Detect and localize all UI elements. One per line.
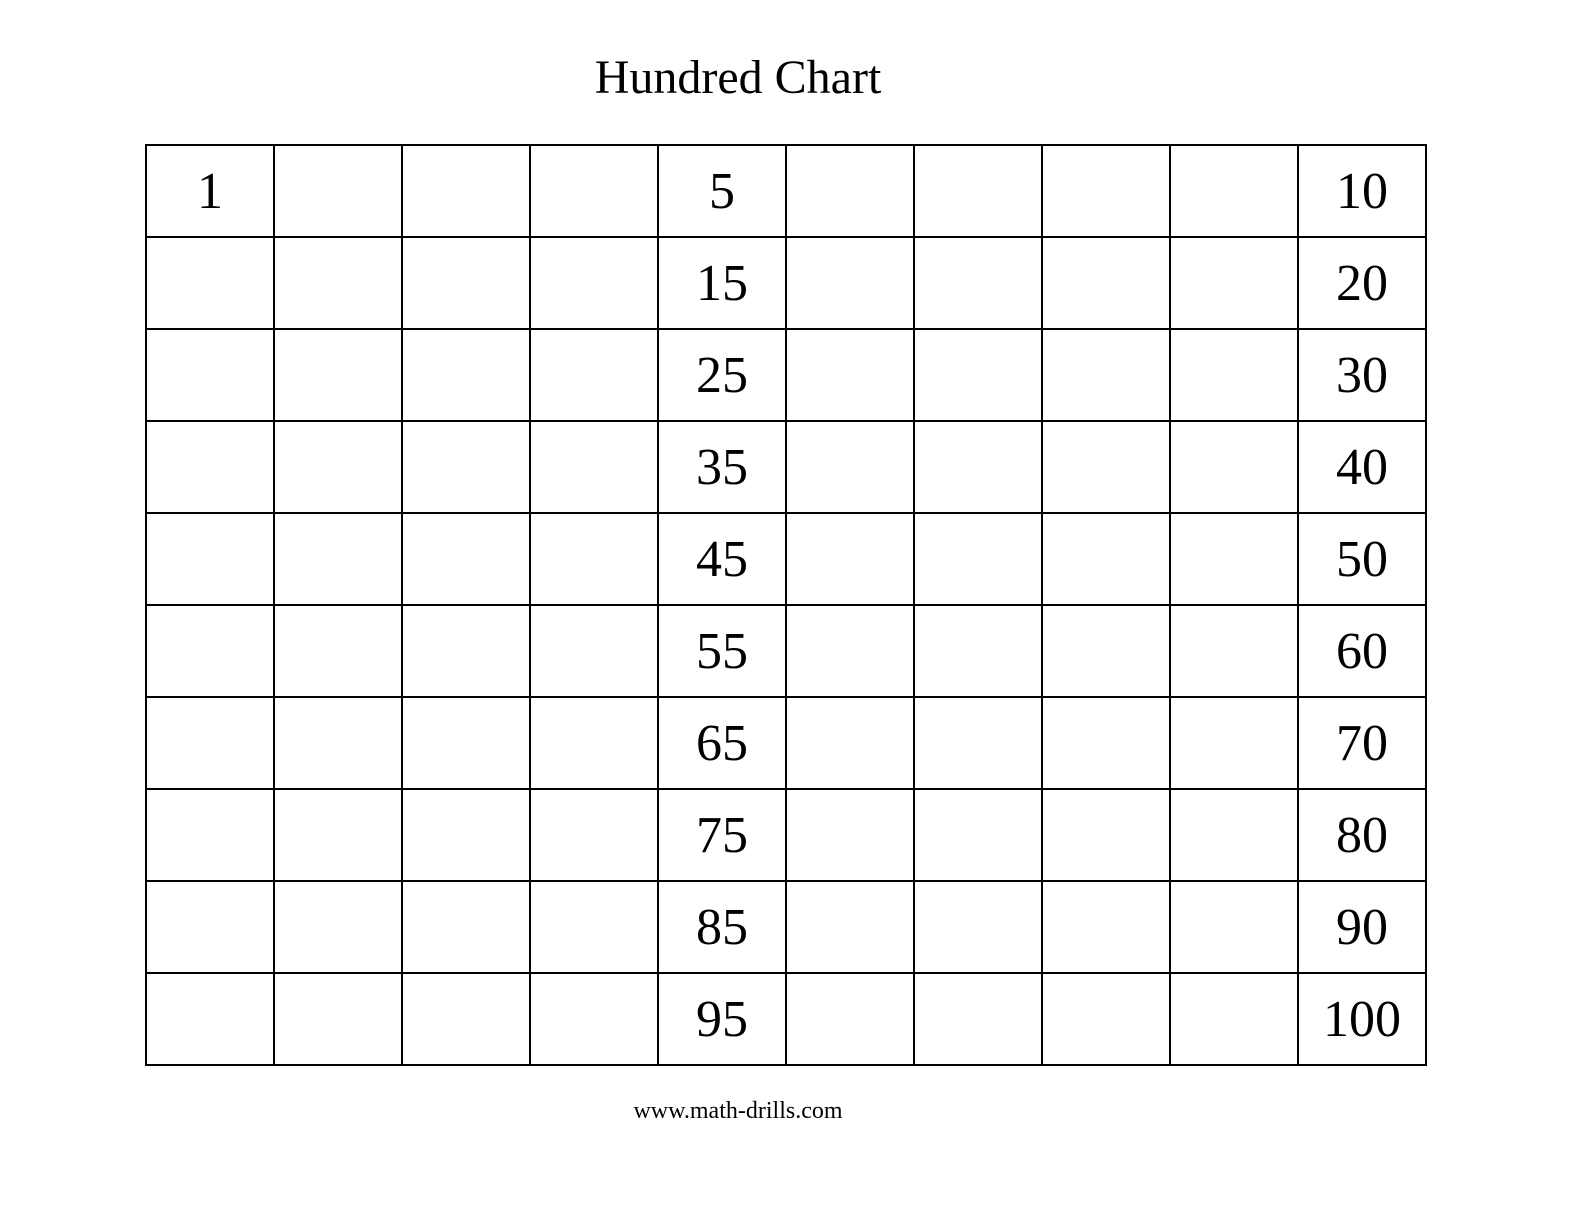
grid-row bbox=[146, 881, 1426, 973]
grid-cell: 35 bbox=[658, 421, 786, 513]
grid-cell: 60 bbox=[1298, 605, 1426, 697]
grid-cell bbox=[914, 145, 1042, 237]
grid-cell bbox=[1170, 789, 1298, 881]
grid-cell bbox=[786, 881, 914, 973]
grid-row bbox=[146, 145, 1426, 237]
grid-cell: 50 bbox=[1298, 513, 1426, 605]
grid-cell bbox=[786, 329, 914, 421]
grid-cell: 5 bbox=[658, 145, 786, 237]
grid-cell bbox=[530, 697, 658, 789]
grid-cell: 10 bbox=[1298, 145, 1426, 237]
grid-cell bbox=[530, 329, 658, 421]
grid-cell bbox=[786, 145, 914, 237]
grid-cell bbox=[1042, 329, 1170, 421]
grid-cell bbox=[786, 513, 914, 605]
grid-cell: 40 bbox=[1298, 421, 1426, 513]
grid-cell bbox=[1042, 973, 1170, 1065]
grid-cell bbox=[1042, 145, 1170, 237]
grid-cell bbox=[146, 329, 274, 421]
grid-cell bbox=[530, 973, 658, 1065]
grid-cell bbox=[274, 789, 402, 881]
grid-row bbox=[146, 973, 1426, 1065]
grid-cell bbox=[786, 697, 914, 789]
grid-row bbox=[146, 605, 1426, 697]
grid-cell bbox=[1170, 881, 1298, 973]
page-title: Hundred Chart bbox=[594, 51, 882, 104]
grid-cell bbox=[1042, 789, 1170, 881]
grid-cell bbox=[1170, 145, 1298, 237]
grid-cell bbox=[1042, 513, 1170, 605]
hundred-chart-grid bbox=[145, 144, 1427, 1066]
grid-cell bbox=[786, 789, 914, 881]
grid-cell bbox=[146, 881, 274, 973]
grid-cell bbox=[402, 421, 530, 513]
grid-cell bbox=[1170, 421, 1298, 513]
grid-cell bbox=[530, 513, 658, 605]
grid-cell bbox=[530, 605, 658, 697]
grid-cell: 95 bbox=[658, 973, 786, 1065]
grid-row bbox=[146, 513, 1426, 605]
grid-cell bbox=[274, 513, 402, 605]
grid-cell bbox=[274, 973, 402, 1065]
grid-row bbox=[146, 789, 1426, 881]
grid-cell bbox=[274, 237, 402, 329]
grid-cell bbox=[914, 697, 1042, 789]
grid-cell bbox=[274, 329, 402, 421]
grid-cell bbox=[530, 789, 658, 881]
grid-cell bbox=[146, 421, 274, 513]
grid-cell bbox=[914, 789, 1042, 881]
grid-cell bbox=[1042, 697, 1170, 789]
grid-cell bbox=[1042, 605, 1170, 697]
grid-cell bbox=[914, 881, 1042, 973]
grid-cell bbox=[274, 697, 402, 789]
grid-cell bbox=[1170, 237, 1298, 329]
grid-cell: 55 bbox=[658, 605, 786, 697]
grid-cell bbox=[914, 513, 1042, 605]
grid-cell: 20 bbox=[1298, 237, 1426, 329]
grid-cell bbox=[914, 973, 1042, 1065]
grid-cell bbox=[402, 789, 530, 881]
grid-cell bbox=[274, 881, 402, 973]
grid-cell bbox=[786, 237, 914, 329]
grid-cell bbox=[274, 605, 402, 697]
grid-cell bbox=[914, 421, 1042, 513]
grid-cell bbox=[786, 421, 914, 513]
grid-cell: 30 bbox=[1298, 329, 1426, 421]
grid-cell bbox=[530, 145, 658, 237]
grid-row bbox=[146, 697, 1426, 789]
grid-cell bbox=[786, 605, 914, 697]
grid-cell bbox=[530, 881, 658, 973]
grid-cell: 100 bbox=[1298, 973, 1426, 1065]
grid-cell bbox=[402, 605, 530, 697]
grid-cell bbox=[402, 973, 530, 1065]
grid-cell bbox=[146, 973, 274, 1065]
grid-cell: 85 bbox=[658, 881, 786, 973]
grid-cell: 25 bbox=[658, 329, 786, 421]
grid-cell bbox=[274, 421, 402, 513]
grid-cell bbox=[402, 513, 530, 605]
grid-cell: 75 bbox=[658, 789, 786, 881]
grid-cell bbox=[146, 697, 274, 789]
footer-url: www.math-drills.com bbox=[633, 1098, 843, 1124]
grid-cell: 15 bbox=[658, 237, 786, 329]
grid-cell bbox=[1042, 237, 1170, 329]
grid-cell bbox=[402, 145, 530, 237]
grid-cell: 45 bbox=[658, 513, 786, 605]
grid-cell bbox=[914, 329, 1042, 421]
grid-cell bbox=[402, 881, 530, 973]
grid-cell bbox=[146, 789, 274, 881]
grid-row bbox=[146, 329, 1426, 421]
grid-cell bbox=[402, 237, 530, 329]
grid-cell bbox=[1170, 329, 1298, 421]
grid-cell bbox=[786, 973, 914, 1065]
grid-body bbox=[146, 145, 1426, 1065]
grid-cell bbox=[914, 605, 1042, 697]
grid-cell bbox=[146, 237, 274, 329]
grid-cell bbox=[1170, 697, 1298, 789]
grid-cell bbox=[402, 329, 530, 421]
grid-cell: 70 bbox=[1298, 697, 1426, 789]
grid-cell bbox=[914, 237, 1042, 329]
grid-cell bbox=[1042, 421, 1170, 513]
grid-cell: 90 bbox=[1298, 881, 1426, 973]
grid-row bbox=[146, 421, 1426, 513]
grid-cell: 1 bbox=[146, 145, 274, 237]
grid-cell bbox=[146, 513, 274, 605]
grid-cell bbox=[1170, 973, 1298, 1065]
grid-cell bbox=[1170, 605, 1298, 697]
grid-cell bbox=[146, 605, 274, 697]
grid-cell bbox=[402, 697, 530, 789]
grid-cell: 80 bbox=[1298, 789, 1426, 881]
grid-row bbox=[146, 237, 1426, 329]
grid-cell bbox=[274, 145, 402, 237]
grid-cell bbox=[1170, 513, 1298, 605]
grid-cell bbox=[530, 421, 658, 513]
grid-cell: 65 bbox=[658, 697, 786, 789]
grid-cell bbox=[530, 237, 658, 329]
grid-cell bbox=[1042, 881, 1170, 973]
